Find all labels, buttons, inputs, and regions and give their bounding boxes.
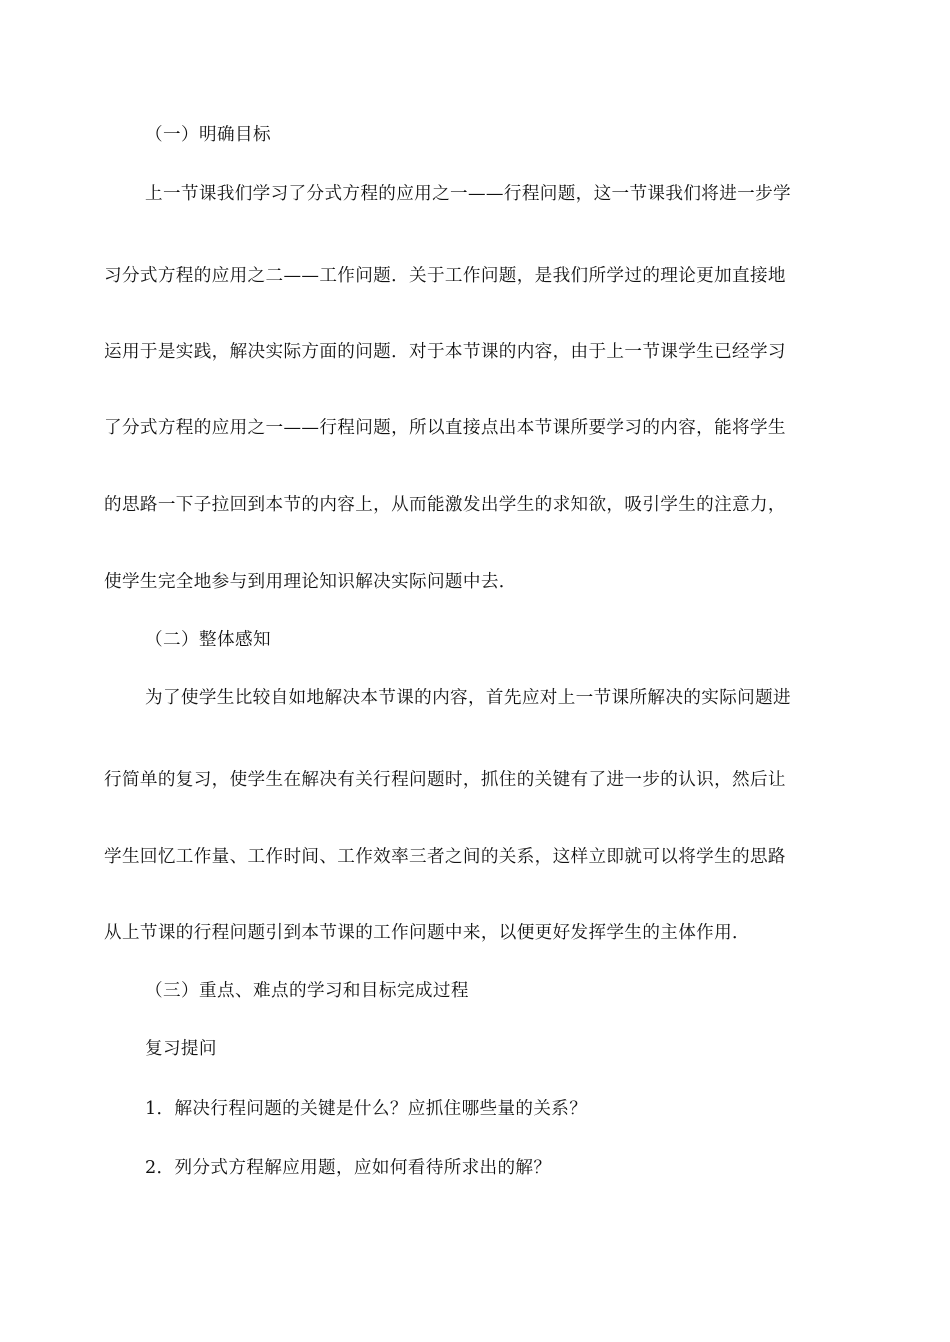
- paragraph-line: 习分式方程的应用之二——工作问题．关于工作问题，是我们所学过的理论更加直接地: [104, 266, 786, 286]
- subheading-review-questions: 复习提问: [145, 1039, 217, 1059]
- question-item: 1．解决行程问题的关键是什么？应抓住哪些量的关系？: [145, 1099, 588, 1119]
- paragraph-line: 行简单的复习，使学生在解决有关行程问题时，抓住的关键有了进一步的认识，然后让: [104, 770, 786, 790]
- paragraph-line: 了分式方程的应用之一——行程问题，所以直接点出本节课所要学习的内容，能将学生: [104, 418, 786, 438]
- question-item: 2．列分式方程解应用题，应如何看待所求出的解？: [145, 1158, 552, 1178]
- paragraph-line: 上一节课我们学习了分式方程的应用之一——行程问题，这一节课我们将进一步学: [145, 184, 791, 204]
- paragraph-line: 使学生完全地参与到用理论知识解决实际问题中去．: [104, 572, 517, 592]
- section-heading-key-points: （三）重点、难点的学习和目标完成过程: [145, 981, 469, 1001]
- paragraph-line: 学生回忆工作量、工作时间、工作效率三者之间的关系，这样立即就可以将学生的思路: [104, 847, 786, 867]
- paragraph-line: 的思路一下子拉回到本节的内容上，从而能激发出学生的求知欲，吸引学生的注意力，: [104, 495, 786, 515]
- section-heading-overview: （二）整体感知: [145, 630, 271, 650]
- paragraph-line: 运用于是实践，解决实际方面的问题．对于本节课的内容，由于上一节课学生已经学习: [104, 342, 786, 362]
- paragraph-line: 从上节课的行程问题引到本节课的工作问题中来，以便更好发挥学生的主体作用．: [104, 923, 750, 943]
- paragraph-line: 为了使学生比较自如地解决本节课的内容，首先应对上一节课所解决的实际问题进: [145, 688, 791, 708]
- section-heading-goals: （一）明确目标: [145, 125, 271, 145]
